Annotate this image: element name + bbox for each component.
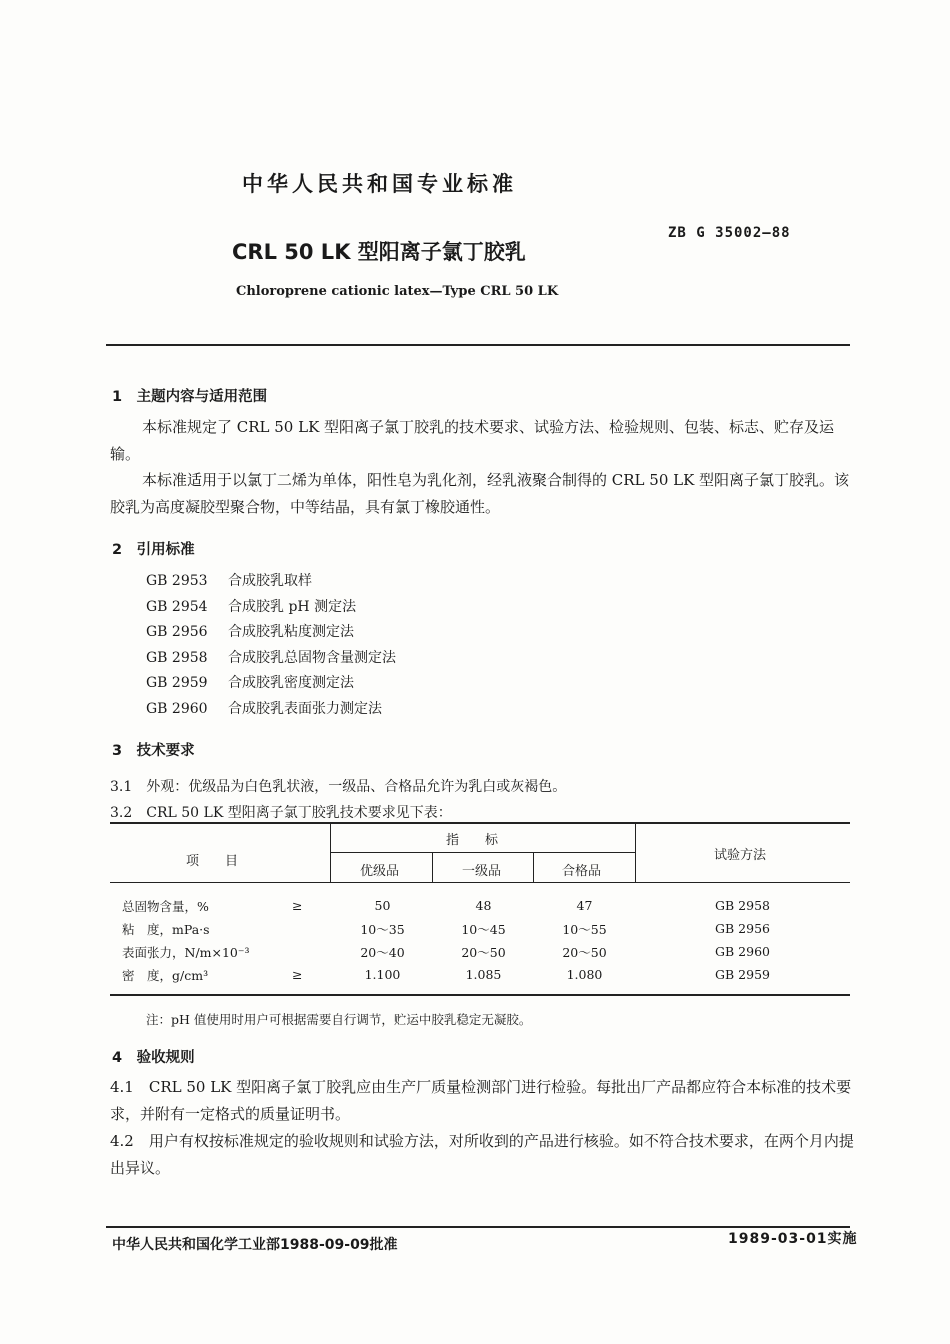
column-header-item: 项 目 xyxy=(186,854,239,869)
table-col-divider xyxy=(330,822,331,883)
method-cell: GB 2959 xyxy=(715,967,770,982)
value-cell: 48 xyxy=(475,898,492,913)
reference-code: GB 2960 xyxy=(146,700,208,717)
value-cell: 50 xyxy=(374,898,391,913)
document-title-english: Chloroprene cationic latex—Type CRL 50 LK xyxy=(236,284,559,299)
value-cell: 47 xyxy=(576,898,593,913)
clause-4-1: 4.1 CRL 50 LK 型阳离子氯丁胶乳应由生产厂质量检测部门进行检验。每批出厂产品都应符合本标准的技术要求，并附有一定格式的质量证明书。 xyxy=(110,1078,852,1123)
method-cell: GB 2958 xyxy=(715,898,770,913)
table-col-divider xyxy=(533,852,534,883)
value-cell: 10～35 xyxy=(360,921,405,937)
table-col-divider xyxy=(432,852,433,883)
reference-name: 合成胶乳 pH 测定法 xyxy=(228,598,357,615)
clause-3-2: 3.2 CRL 50 LK 型阳离子氯丁胶乳技术要求见下表： xyxy=(110,805,452,821)
row-operator xyxy=(292,940,332,963)
reference-code: GB 2954 xyxy=(146,598,208,615)
grade-header: 优级品 xyxy=(360,864,400,879)
column-header-index: 指 标 xyxy=(446,833,499,848)
grade-header: 一级品 xyxy=(462,864,502,879)
row-operator xyxy=(292,917,332,940)
approval-statement: 中华人民共和国化学工业部1988-09-09批准 xyxy=(112,1237,398,1253)
reference-name: 合成胶乳密度测定法 xyxy=(228,675,354,692)
table-row xyxy=(122,917,850,940)
reference-item xyxy=(146,698,396,724)
row-item: 表面张力，N/m×10⁻³ xyxy=(122,944,250,960)
table-grade-rule xyxy=(330,852,635,853)
reference-item xyxy=(146,621,396,647)
grade-header: 合格品 xyxy=(562,864,602,879)
method-cell: GB 2956 xyxy=(715,921,770,936)
standard-code: ZB G 35002—88 xyxy=(668,225,791,241)
reference-name: 合成胶乳粘度测定法 xyxy=(228,624,354,641)
section-1-paragraph-2: 本标准适用于以氯丁二烯为单体，阳性皂为乳化剂，经乳液聚合制得的 CRL 50 LK 型阳离子氯丁胶乳。该胶乳为高度凝胶型聚合物，中等结晶，具有氯丁橡胶通性。 xyxy=(110,471,850,516)
value-cell: 10～45 xyxy=(461,921,506,937)
table-bottom-rule xyxy=(110,994,850,996)
section-2-heading: 2 引用标准 xyxy=(112,542,195,558)
table-row xyxy=(122,940,850,963)
reference-code: GB 2956 xyxy=(146,624,208,641)
referenced-standards-list xyxy=(146,570,396,724)
value-cell: 20～40 xyxy=(360,944,405,960)
value-cell: 1.085 xyxy=(465,967,502,982)
column-header-method: 试验方法 xyxy=(714,848,767,863)
reference-name: 合成胶乳取样 xyxy=(228,573,312,589)
table-row xyxy=(122,963,850,986)
table-col-divider xyxy=(635,822,636,883)
reference-item xyxy=(146,596,396,622)
section-4-heading: 4 验收规则 xyxy=(112,1050,195,1066)
table-row xyxy=(122,894,850,917)
header-divider xyxy=(106,344,850,346)
value-cell: 1.100 xyxy=(364,967,401,982)
row-operator: ≥ xyxy=(292,967,303,982)
issuing-organization: 中华人民共和国专业标准 xyxy=(242,172,517,196)
document-title: CRL 50 LK 型阳离子氯丁胶乳 xyxy=(232,240,526,264)
reference-item xyxy=(146,647,396,673)
section-3-heading: 3 技术要求 xyxy=(112,743,195,759)
clause-3-1: 3.1 外观：优级品为白色乳状液，一级品、合格品允许为乳白或灰褐色。 xyxy=(110,779,567,795)
requirements-body xyxy=(122,894,850,986)
method-cell: GB 2960 xyxy=(715,944,770,959)
reference-item xyxy=(146,570,396,596)
reference-name: 合成胶乳总固物含量测定法 xyxy=(228,649,396,666)
section-1-heading: 1 主题内容与适用范围 xyxy=(112,389,268,405)
value-cell: 20～50 xyxy=(562,944,607,960)
section-1-paragraph-1: 本标准规定了 CRL 50 LK 型阳离子氯丁胶乳的技术要求、试验方法、检验规则、包装、标志、贮存及运输。 xyxy=(110,418,835,463)
reference-code: GB 2958 xyxy=(146,649,208,666)
table-top-rule xyxy=(110,822,850,824)
value-cell: 10～55 xyxy=(562,921,607,937)
reference-code: GB 2959 xyxy=(146,675,208,692)
table-note: 注：pH 值使用时用户可根据需要自行调节，贮运中胶乳稳定无凝胶。 xyxy=(146,1012,532,1027)
row-item: 总固物含量，% xyxy=(122,898,209,914)
reference-code: GB 2953 xyxy=(146,573,208,589)
row-item: 粘 度，mPa·s xyxy=(122,921,210,937)
table-header-rule xyxy=(110,882,850,883)
effective-date: 1989-03-01实施 xyxy=(728,1231,858,1247)
value-cell: 20～50 xyxy=(461,944,506,960)
requirements-table xyxy=(110,822,850,997)
reference-name: 合成胶乳表面张力测定法 xyxy=(228,700,382,717)
value-cell: 1.080 xyxy=(566,967,603,982)
reference-item xyxy=(146,672,396,698)
clause-4-2: 4.2 用户有权按标准规定的验收规则和试验方法，对所收到的产品进行核验。如不符合技术要求，在两个月内提出异议。 xyxy=(110,1132,854,1177)
row-operator: ≥ xyxy=(292,898,303,913)
row-item: 密 度，g/cm³ xyxy=(122,967,209,983)
